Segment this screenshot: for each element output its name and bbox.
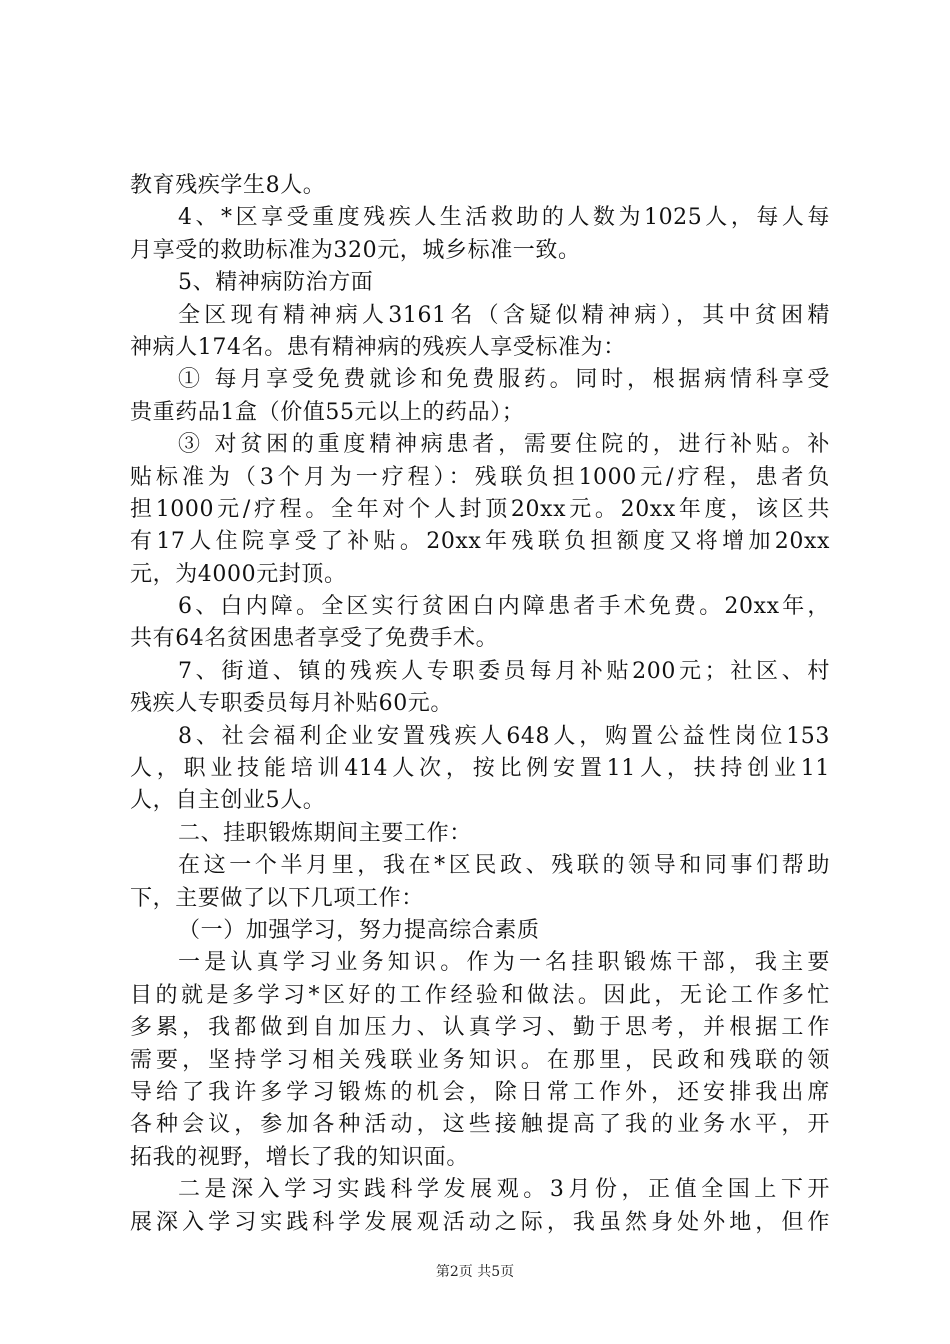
text-line: 二是深入学习实践科学发展观。3月份，正值全国上下开 [178, 1177, 830, 1203]
page-footer: 第2页 共5页 [435, 1264, 515, 1280]
text-line: 担1000元/疗程。全年对个人封顶20xx元。20xx年度，该区共 [130, 496, 830, 522]
text-line: 下，主要做了以下几项工作： [130, 885, 424, 911]
text-line: 6、白内障。全区实行贫困白内障患者手术免费。20xx年， [178, 594, 830, 620]
text-line: 8、社会福利企业安置残疾人648人，购置公益性岗位153 [178, 723, 830, 749]
text-line: 需要，坚持学习相关残联业务知识。在那里，民政和残联的领 [130, 1047, 830, 1073]
text-line: 各种会议，参加各种活动，这些接触提高了我的业务水平，开 [130, 1112, 830, 1138]
text-line: 月享受的救助标准为320元，城乡标准一致。 [130, 237, 581, 263]
text-line: 展深入学习实践科学发展观活动之际，我虽然身处外地，但作 [130, 1209, 830, 1235]
text-line: 元，为4000元封顶。 [130, 561, 347, 587]
text-line: （一）加强学习，努力提高综合素质 [178, 917, 540, 943]
text-line: 拓我的视野，增长了我的知识面。 [130, 1144, 470, 1170]
text-line: 残疾人专职委员每月补贴60元。 [130, 691, 453, 717]
text-line: 二、挂职锻炼期间主要工作： [178, 820, 472, 846]
text-line: 神病人174名。患有精神病的残疾人享受标准为： [130, 334, 626, 360]
text-line: 4、*区享受重度残疾人生活救助的人数为1025人，每人每 [178, 205, 830, 231]
text-line: 贵重药品1盒（价值55元以上的药品）； [130, 399, 525, 425]
text-line: 目的就是多学习*区好的工作经验和做法。因此，无论工作多忙 [130, 982, 830, 1008]
text-line: 导给了我许多学习锻炼的机会，除日常工作外，还安排我出席 [130, 1079, 830, 1105]
text-line: 一是认真学习业务知识。作为一名挂职锻炼干部，我主要 [178, 950, 830, 976]
text-line: ① 每月享受免费就诊和免费服药。同时，根据病情科享受 [178, 367, 830, 393]
text-line: 教育残疾学生8人。 [130, 173, 326, 198]
text-line: 人，职业技能培训414人次，按比例安置11人，扶持创业11 [130, 756, 830, 782]
text-line: 在这一个半月里，我在*区民政、残联的领导和同事们帮助 [178, 853, 830, 879]
document-body [130, 170, 830, 1239]
text-line: 共有64名贫困患者享受了免费手术。 [130, 626, 499, 652]
text-line: 7、街道、镇的残疾人专职委员每月补贴200元；社区、村 [178, 658, 830, 684]
text-line: ③ 对贫困的重度精神病患者，需要住院的，进行补贴。补 [178, 432, 830, 458]
text-line: 人，自主创业5人。 [130, 788, 326, 814]
text-line: 5、精神病防治方面 [178, 270, 374, 296]
text-line: 贴标准为（3个月为一疗程）：残联负担1000元/疗程，患者负 [130, 464, 830, 490]
text-line: 多累，我都做到自加压力、认真学习、勤于思考，并根据工作 [130, 1015, 830, 1041]
text-line: 有17人住院享受了补贴。20xx年残联负担额度又将增加20xx [130, 529, 830, 555]
text-line: 全区现有精神病人3161名（含疑似精神病），其中贫困精 [178, 302, 830, 328]
